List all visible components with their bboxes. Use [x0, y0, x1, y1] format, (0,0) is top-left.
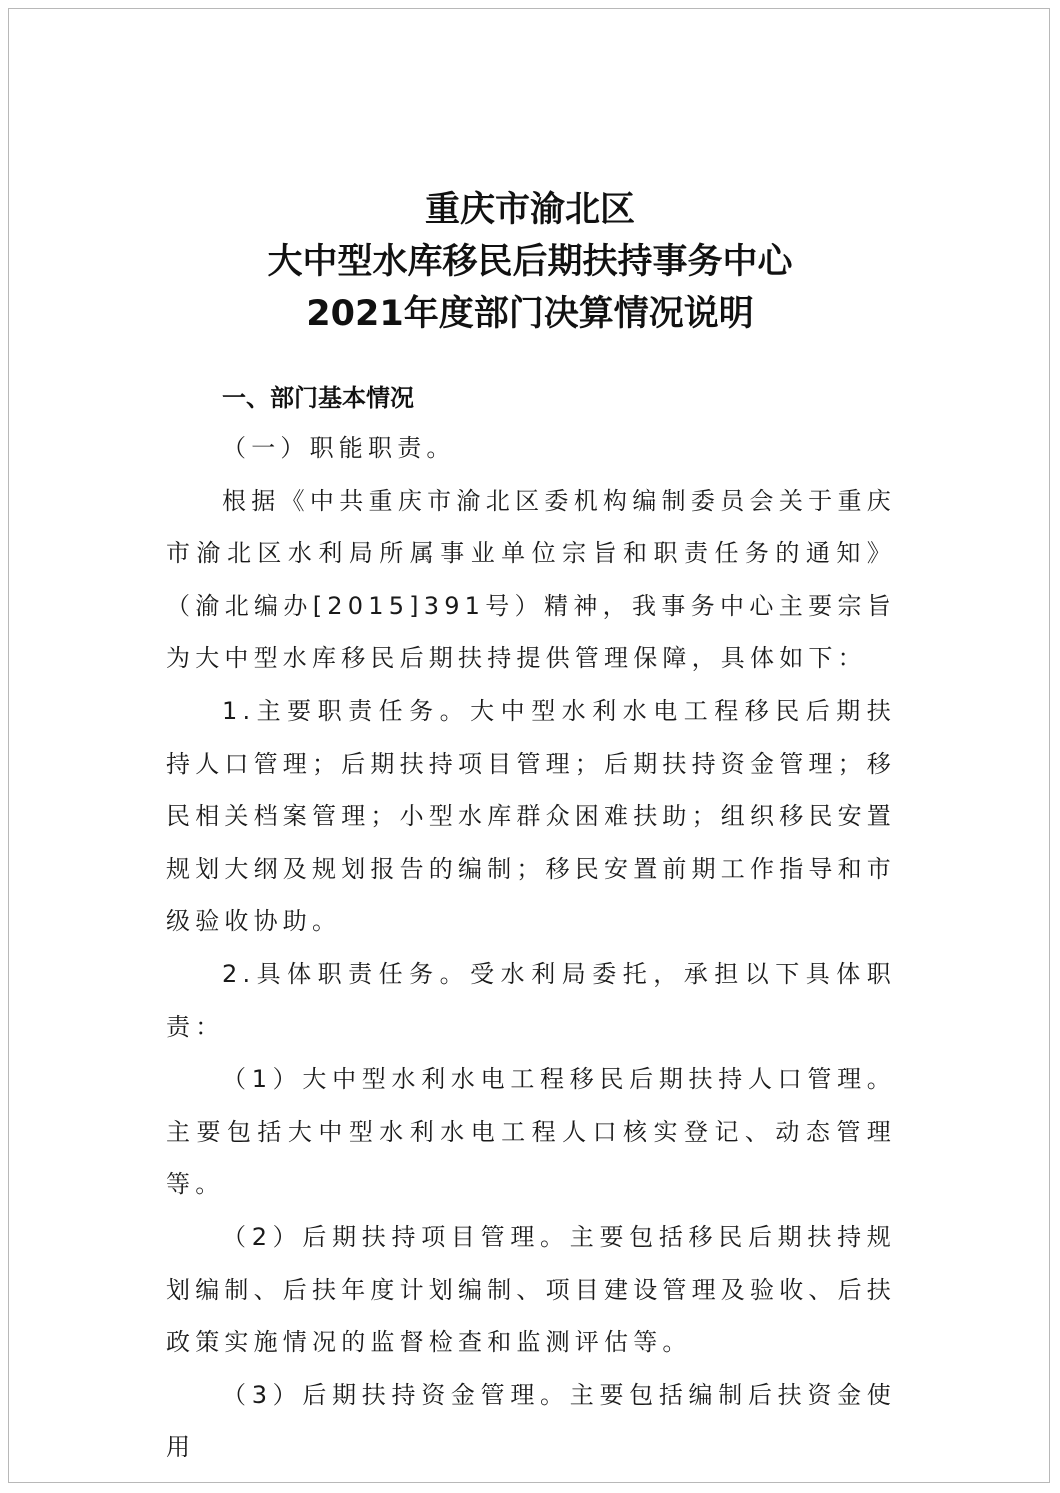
subsection-heading: （一）职能职责。 [222, 434, 456, 462]
paragraph: （1）大中型水利水电工程移民后期扶持人口管理。主要包括大中型水利水电工程人口核实登记、动态管理等。 [166, 1065, 896, 1199]
paragraph: 2.具体职责任务。受水利局委托，承担以下具体职责： [166, 959, 896, 1041]
document-body [166, 376, 896, 1474]
title-line-1: 重庆市渝北区 [424, 190, 635, 230]
paragraph: （3）后期扶持资金管理。主要包括编制后扶资金使用 [166, 1380, 896, 1462]
title-line-2: 大中型水库移民后期扶持事务中心 [267, 242, 793, 282]
title-line-3: 2021年度部门决算情况说明 [306, 294, 754, 334]
paragraph: 根据《中共重庆市渝北区委机构编制委员会关于重庆市渝北区水利局所属事业单位宗旨和职责任务的通知》（渝北编办[2015]391号）精神，我事务中心主要宗旨为大中型水库移民后期扶持提供管理保障，具体如下： [166, 486, 896, 673]
section-heading: 一、部门基本情况 [222, 384, 414, 412]
paragraph: 1.主要职责任务。大中型水利水电工程移民后期扶持人口管理；后期扶持项目管理；后期扶持资金管理；移民相关档案管理；小型水库群众困难扶助；组织移民安置规划大纲及规划报告的编制；移民安置前期工作指导和市级验收协助。 [166, 696, 896, 936]
paragraph: （2）后期扶持项目管理。主要包括移民后期扶持规划编制、后扶年度计划编制、项目建设管理及验收、后扶政策实施情况的监督检查和监测评估等。 [166, 1222, 896, 1357]
document-title [0, 184, 1060, 340]
